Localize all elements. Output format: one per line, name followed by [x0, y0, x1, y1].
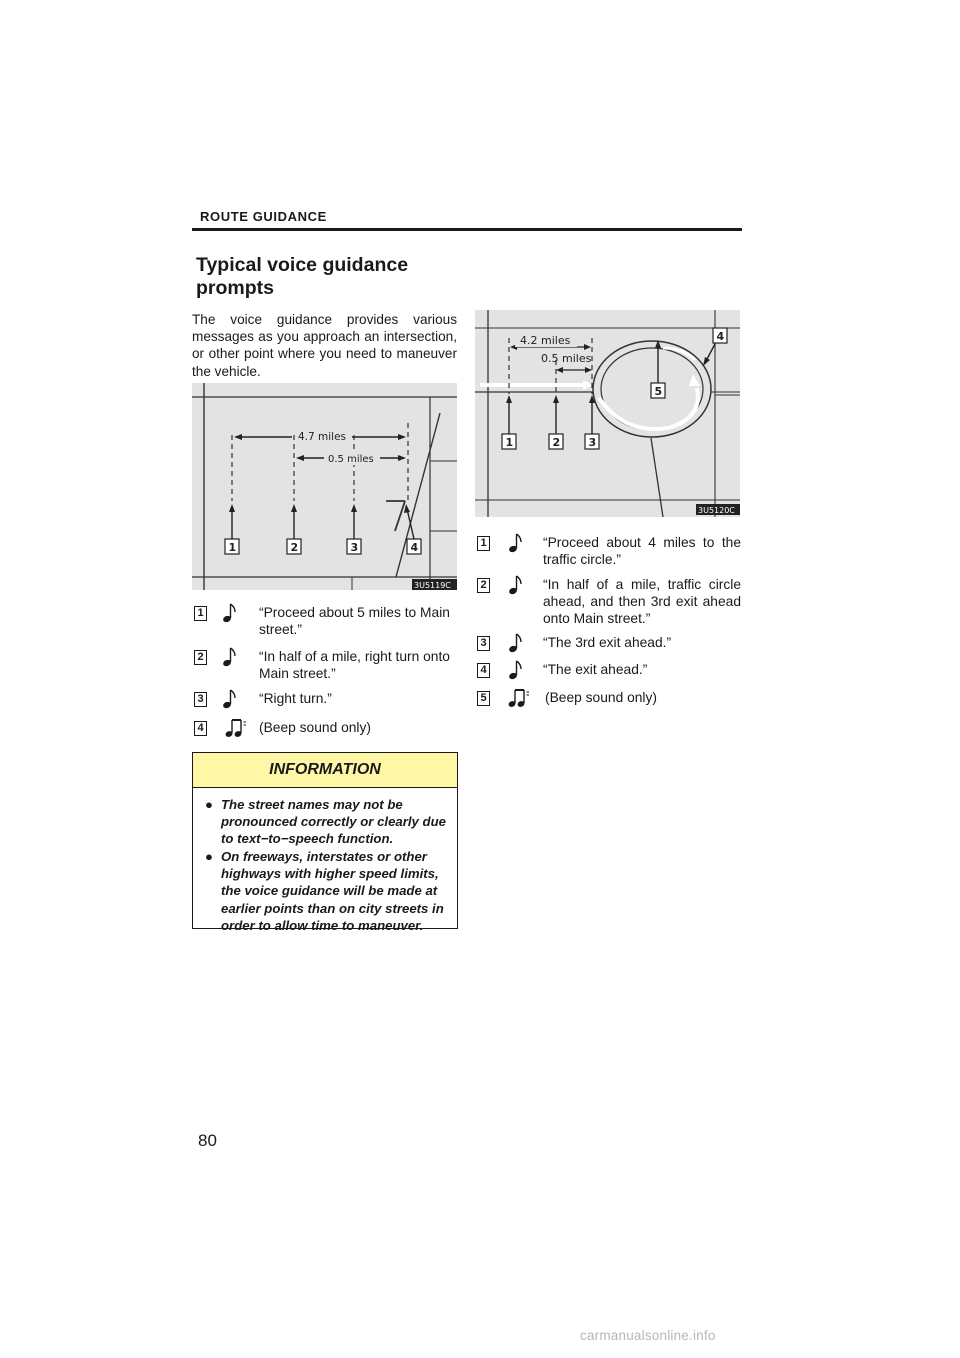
- prompt-item: [475, 661, 743, 683]
- svg-text:4: 4: [716, 330, 725, 343]
- figure-code: 3U5119C: [414, 581, 451, 590]
- map-marker-4: [407, 539, 421, 554]
- prompt-text: “In half of a mile, traffic circle ahead, and then 3rd exit ahead onto Main street.”: [543, 577, 741, 626]
- prompt-text: (Beep sound only): [259, 720, 371, 735]
- prompt-number: 4: [477, 663, 490, 678]
- information-heading: INFORMATION: [193, 753, 457, 788]
- prompt-text: “In half of a mile, right turn onto Main street.”: [259, 649, 450, 681]
- map-marker-2: [287, 539, 301, 554]
- figure-straight-route: [192, 383, 457, 590]
- map-traffic-circle: [475, 310, 740, 517]
- distance-short-label: 0.5 miles: [541, 352, 592, 365]
- map-marker-1: [225, 539, 239, 554]
- map-marker-4: [713, 328, 727, 343]
- svg-text:3: 3: [350, 541, 359, 554]
- single-note-icon: [508, 574, 524, 596]
- prompt-item: [192, 719, 460, 741]
- prompt-number: 2: [477, 578, 490, 593]
- information-item: ● The street names may not be pronounced correctly or clearly due to text−to−speech function.: [205, 797, 446, 847]
- distance-long-label: 4.7 miles: [298, 431, 347, 443]
- svg-text:5: 5: [654, 385, 663, 398]
- prompt-item: [475, 576, 743, 632]
- prompt-text: (Beep sound only): [545, 690, 657, 705]
- distance-short-label: 0.5 miles: [328, 454, 374, 465]
- svg-text:1: 1: [228, 541, 237, 554]
- page-title-line2: prompts: [196, 277, 274, 299]
- prompt-text: “Proceed about 5 miles to Main street.”: [259, 605, 450, 637]
- prompt-number: 3: [194, 692, 207, 707]
- prompt-number: 3: [477, 636, 490, 651]
- prompt-text: “Proceed about 4 miles to the traffic circle.”: [543, 535, 741, 567]
- prompt-number: 5: [477, 691, 490, 706]
- prompt-item: [475, 689, 743, 711]
- single-note-icon: [222, 688, 238, 710]
- map-marker-1: [502, 434, 516, 449]
- prompt-text: “Right turn.”: [259, 691, 332, 706]
- single-note-icon: [508, 632, 524, 654]
- map-marker-3: [585, 434, 599, 449]
- figure-traffic-circle: [475, 310, 740, 517]
- prompt-text: “The exit ahead.”: [543, 662, 648, 677]
- figure-code: 3U5120C: [698, 506, 735, 515]
- single-note-icon: [222, 646, 238, 668]
- prompt-text: “The 3rd exit ahead.”: [543, 635, 672, 650]
- map-straight-route: [192, 383, 457, 590]
- prompt-number: 2: [194, 650, 207, 665]
- svg-text:2: 2: [290, 541, 299, 554]
- distance-long-label: 4.2 miles: [520, 334, 571, 347]
- single-note-icon: [508, 532, 524, 554]
- prompt-number: 1: [194, 606, 207, 621]
- svg-text:3: 3: [588, 436, 597, 449]
- svg-text:1: 1: [505, 436, 514, 449]
- double-note-icon: [508, 687, 530, 709]
- site-watermark: carmanualsonline.info: [580, 1328, 716, 1343]
- prompt-number: 4: [194, 721, 207, 736]
- svg-text:4: 4: [410, 541, 419, 554]
- map-marker-2: [549, 434, 563, 449]
- section-label: ROUTE GUIDANCE: [200, 209, 327, 224]
- prompt-item: [475, 634, 743, 656]
- prompt-item: [192, 690, 460, 712]
- information-box: [192, 752, 458, 933]
- page-number: 80: [198, 1131, 217, 1150]
- map-marker-5: [651, 383, 665, 398]
- prompt-number: 1: [477, 536, 490, 551]
- double-note-icon: [225, 717, 247, 739]
- bullet-icon: ●: [205, 849, 213, 864]
- intro-paragraph: The voice guidance provides various messages as you approach an intersection, or other point where you need to maneuver the vehicle.: [192, 312, 457, 379]
- header-rule: [192, 228, 742, 231]
- prompt-item: [192, 648, 460, 688]
- map-marker-3: [347, 539, 361, 554]
- bullet-icon: ●: [205, 797, 213, 812]
- page-title-line1: Typical voice guidance: [196, 254, 409, 276]
- page-title: [196, 254, 456, 300]
- single-note-icon: [222, 602, 238, 624]
- single-note-icon: [508, 659, 524, 681]
- information-item: ● On freeways, interstates or other highways with higher speed limits, the voice guidance will be made at earlier points than on city streets in order to allow time to maneuver.: [205, 849, 444, 933]
- prompt-item: [475, 534, 743, 574]
- svg-text:2: 2: [552, 436, 561, 449]
- prompt-item: [192, 604, 460, 644]
